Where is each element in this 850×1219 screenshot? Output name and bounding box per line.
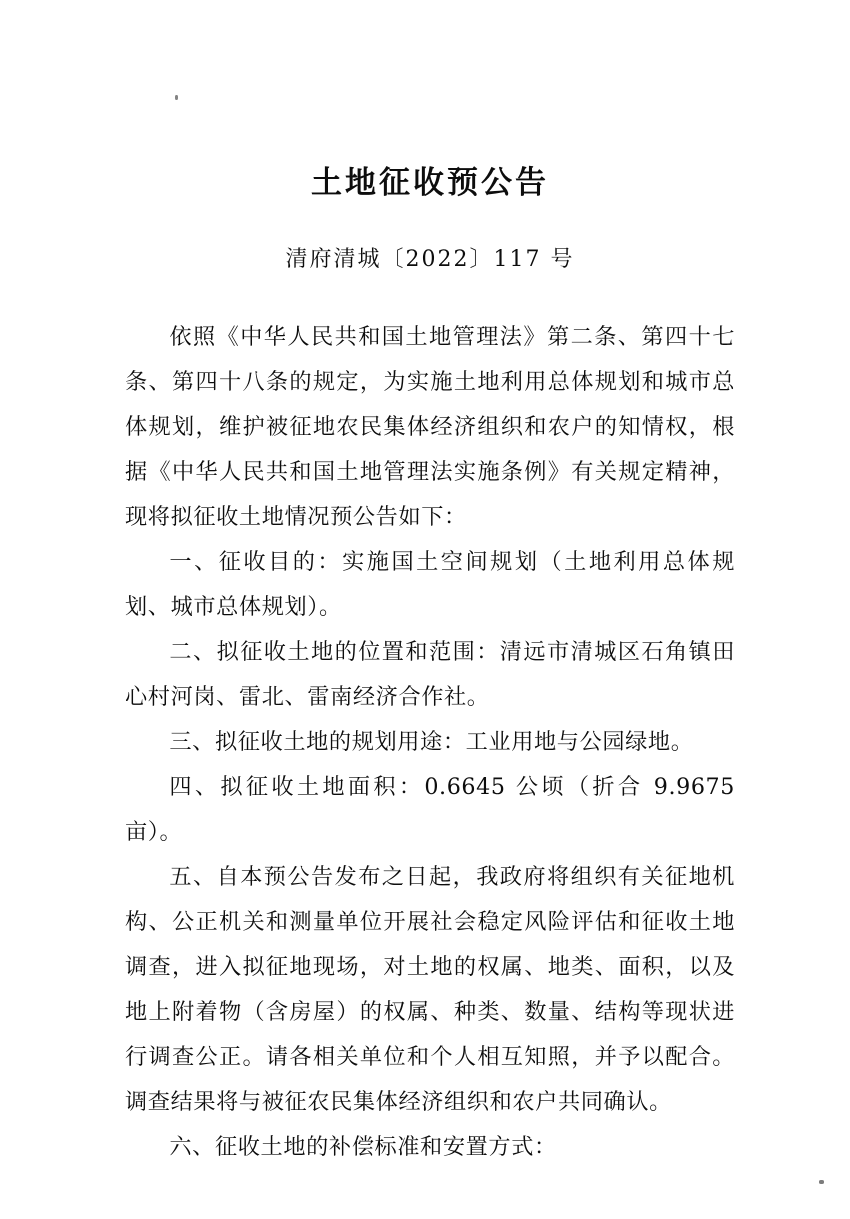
paragraph-item-1: 一、征收目的：实施国土空间规划（土地利用总体规划、城市总体规划）。 <box>125 549 735 620</box>
document-number: 清府清城〔2022〕117 号 <box>285 247 575 272</box>
paragraph-item-4: 四、拟征收土地面积：0.6645 公顷（折合 9.9675 亩）。 <box>125 774 735 845</box>
paragraph-item-3: 三、拟征收土地的规划用途：工业用地与公园绿地。 <box>169 729 694 755</box>
paragraph-item-5: 五、自本预公告发布之日起，我政府将组织有关征地机构、公正机关和测量单位开展社会稳定风险评估和征收土地调查，进入拟征地现场，对土地的权属、地类、面积，以及地上附着物（含房屋）的权属、种类、数量、结构等现状进行调查公正。请各相关单位和个人相互知照，并予以配合。调查结果将与被征农民集体经济组织和农户共同确认。 <box>125 864 735 1115</box>
scan-speck <box>819 1180 824 1184</box>
paragraph-item-2: 二、拟征收土地的位置和范围：清远市清城区石角镇田心村河岗、雷北、雷南经济合作社。 <box>125 639 735 710</box>
paragraph-item-6: 六、征收土地的补偿标准和安置方式： <box>169 1134 557 1160</box>
document-body <box>125 271 735 1170</box>
paragraph-preamble: 依照《中华人民共和国土地管理法》第二条、第四十七条、第四十八条的规定，为实施土地利用总体规划和城市总体规划，维护被征地农民集体经济组织和农户的知情权，根据《中华人民共和国土地管理法实施条例》有关规定精神，现将拟征收土地情况预公告如下： <box>125 324 735 530</box>
document-content <box>125 0 735 1170</box>
page-title: 土地征收预公告 <box>311 165 549 201</box>
